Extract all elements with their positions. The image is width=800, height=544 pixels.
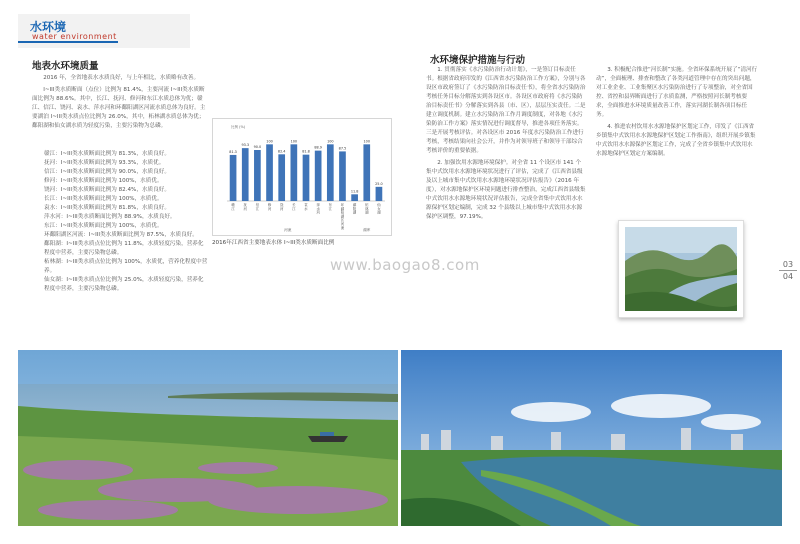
bar: [254, 150, 261, 201]
category-tick-label: 河: [279, 206, 284, 211]
category-tick-label: 江: [231, 206, 235, 211]
category-tick-label: 修: [267, 203, 272, 207]
river-item: 环鄱阳湖区河流：I~III类水质断面比例为 87.5%，水质良好。: [44, 232, 198, 238]
bar-value-label: 25.0: [375, 181, 383, 186]
bar: [266, 144, 273, 201]
category-tick-label: 鄱: [340, 206, 345, 211]
category-tick-label: 饶: [279, 203, 284, 207]
category-tick-label: 江: [255, 206, 260, 211]
bar-value-label: 82.4: [277, 149, 286, 154]
category-tick-label: 柘: [365, 203, 369, 207]
category-tick-label: 水: [304, 206, 308, 211]
left-para: 2016 年，全省地表水水质良好，与上年相比，水质略有改善。: [43, 75, 200, 81]
river-item: 仙女湖：I~III类水质点位比例为 25.0%，水质轻度污染，营养化程度中营养，主要污染物总磷。: [44, 277, 204, 292]
river-valley-photo: [618, 220, 744, 318]
category-tick-label: 萍: [316, 203, 320, 207]
x-group-label-rivers: 河流: [284, 228, 292, 232]
category-tick-label: 抚: [243, 203, 247, 207]
bar: [339, 151, 346, 201]
page-number-bottom: 04: [782, 272, 794, 281]
bar-value-label: 81.8: [302, 149, 310, 154]
river-item: 长江：I~III类水质断面比例为 100%，水质优。: [44, 196, 163, 202]
bar-chart-frame: [212, 118, 392, 236]
bar: [291, 144, 298, 201]
right-heading: 水环境保护措施与行动: [430, 55, 526, 66]
bar-value-label: 93.3: [241, 143, 250, 148]
watermark: www.baogao8.com: [330, 256, 480, 274]
chart-caption: 2016年江西省主要地表水体 I~III类水质断面比例: [212, 240, 335, 246]
bar-value-label: 100: [327, 139, 334, 144]
category-tick-label: 江: [328, 206, 333, 211]
right-col-2: [596, 66, 758, 162]
river-item: 赣江：I~III类水质断面比例为 81.3%，水质良好。: [44, 151, 170, 157]
category-tick-label: 阳: [352, 206, 357, 211]
river-item: 修河：I~III类水质断面比例为 100%，水质优。: [44, 178, 163, 184]
category-tick-label: 河: [267, 206, 272, 211]
category-tick-label: 赣: [231, 203, 235, 207]
bar: [363, 144, 370, 201]
bar-chart: [213, 119, 391, 235]
category-tick-label: 东: [328, 203, 333, 207]
bar: [327, 144, 334, 201]
category-tick-label: 河: [316, 210, 320, 215]
bar-value-label: 11.8: [350, 189, 359, 194]
page-number-divider: [779, 270, 797, 271]
river-item: 东江：I~III类水质断面比例为 100%，水质优。: [44, 223, 163, 229]
page-number-top: 03: [782, 260, 794, 269]
category-tick-label: 阳: [340, 210, 345, 215]
bar-value-label: 88.9: [314, 145, 322, 150]
category-tick-label: 袁: [304, 203, 308, 207]
bar-value-label: 100: [363, 139, 371, 144]
category-tick-label: 河: [340, 222, 345, 226]
category-tick-label: 水: [316, 206, 320, 211]
bar-value-label: 100: [266, 139, 273, 144]
left-para: I~III类水质断面（点位）比例为 81.4%，主要河流 I~III类水质断面比例为 88.6%。其中，长江、抚河、修河和东江水质总体为优；赣江、信江、饶河、袁水、萍水河和环鄱阳湖区河流水质总体为良好。主要湖泊 I~III类水质点位比例为 26.0%，其中，柘林湖水质总体为优；鄱阳湖和仙女湖水质为轻度污染，主要污染物为总磷。: [32, 87, 206, 129]
category-tick-label: 林: [365, 206, 369, 211]
bar: [376, 187, 383, 201]
lake-meadow-photo: [18, 350, 398, 526]
category-tick-label: 江: [292, 206, 296, 211]
category-tick-label: 信: [255, 203, 260, 207]
category-tick-label: 湖: [340, 214, 345, 219]
category-tick-label: 湖: [365, 210, 369, 215]
category-tick-label: 湖: [352, 210, 357, 215]
bar: [230, 155, 237, 201]
section-title: 水环境: [30, 20, 67, 34]
river-item: 袁水：I~III类水质断面比例为 81.8%，水质良好。: [44, 205, 170, 211]
bar: [242, 148, 249, 201]
y-axis-label: 比例 (%): [231, 125, 246, 129]
measure-para: 1. 贯彻落实《水污染防治行动计划》，一是签订目标责任书。根据省政府印发的《江西省水污染防治工作方案》，分别与各设区市政府签订了《水污染防治目标责任书》，将全省水污染防治考核任务目标分解落实到各设区市。各设区市政府将《水污染防治目标责任书》分解落实到各县（市、区），层层压实责任。二是建立调度机制。建立水污染防治工作月调度制度，对各地《水污染防治工作方案》落实情况进行调度督导，推进各项任务落实。三是开展考核评估。对各设区市 2016 年度水污染防治工作进行考核，考核结果向社会公开，并作为对领导班子和领导干部综合考核评价的重要依据。: [426, 67, 586, 154]
river-list: [44, 150, 208, 294]
bar-value-label: 90.0: [253, 145, 262, 149]
bar: [303, 155, 310, 201]
right-col-1: [426, 66, 586, 225]
category-tick-label: 仙: [377, 203, 381, 207]
bar-value-label: 87.5: [338, 146, 347, 151]
river-item: 萍水河：I~III类水质断面比例为 88.9%，水质良好。: [44, 214, 176, 220]
category-tick-label: 河: [243, 206, 247, 211]
bar-value-label: 81.3: [229, 149, 237, 154]
river-item: 抚河：I~III类水质断面比例为 93.3%，水质优。: [44, 160, 165, 166]
bar: [315, 151, 322, 201]
category-tick-label: 长: [292, 203, 296, 207]
category-tick-label: 流: [340, 225, 345, 230]
section-subtitle: water environment: [32, 32, 117, 41]
category-tick-label: 鄱: [352, 203, 357, 207]
section-rule: [18, 41, 118, 43]
left-heading: 地表水环境质量: [32, 61, 99, 72]
river-item: 饶河：I~III类水质断面比例为 82.4%，水质良好。: [44, 187, 170, 193]
bar: [278, 154, 285, 201]
category-tick-label: 湖: [377, 210, 381, 215]
bar-value-label: 100: [290, 139, 298, 144]
measure-para: 4. 推进农村饮用水水源地保护区划定工作，印发了《江西省乡镇集中式饮用水水源地保护区划定工作指南》，组织开展乡镇集中式饮用水水源保护区划定工作，完成了全省乡镇集中式饮用水水源地保护区划定方案编制。: [596, 124, 756, 157]
category-tick-label: 区: [340, 218, 345, 223]
category-tick-label: 环: [340, 203, 345, 207]
measure-para: 3. 积极配合推进“河长制”实施。全省环保系统开展了“清河行动”，全面梳理、排查和整改了各类河道管理中存在的突出问题，对工业企业、工业集聚区水污染防治进行了专项整治，对全省国控、省控和县界断面进行了水质监测，严格按照河长制考核要求，全面推进水环境质量改善工作，落实河湖长制各项目标任务。: [596, 67, 758, 118]
river-item: 柘林湖：I~III类水质点位比例为 100%，水质优，营养化程度中营养。: [44, 259, 208, 274]
city-lake-photo: [401, 350, 782, 526]
river-item: 鄱阳湖：I~III类水质点位比例为 11.8%，水质轻度污染，营养化程度中营养，主要污染物总磷。: [44, 241, 204, 256]
bar: [351, 194, 358, 201]
x-group-label-lakes: 湖库: [363, 228, 371, 232]
river-item: 信江：I~III类水质断面比例为 90.0%，水质良好。: [44, 169, 170, 175]
category-tick-label: 女: [377, 206, 381, 211]
measure-para: 2. 加强饮用水源地环境保护。对全省 11 个设区市 141 个集中式饮用水水源地环境状况进行了评估，完成了《江西省县级及以上城市集中式饮用水水源地环境状况评估报告》（2016 年度），对水源地保护区环境问题进行排查整治，完成江西省县级集中式饮用水水源地环境状况评估报告，完成全省集中式饮用水水源保护区划定编制，完成 32 个县级以上城市集中式饮用水水源保护区调整，97.19%。: [426, 160, 586, 220]
left-intro: [32, 74, 208, 134]
